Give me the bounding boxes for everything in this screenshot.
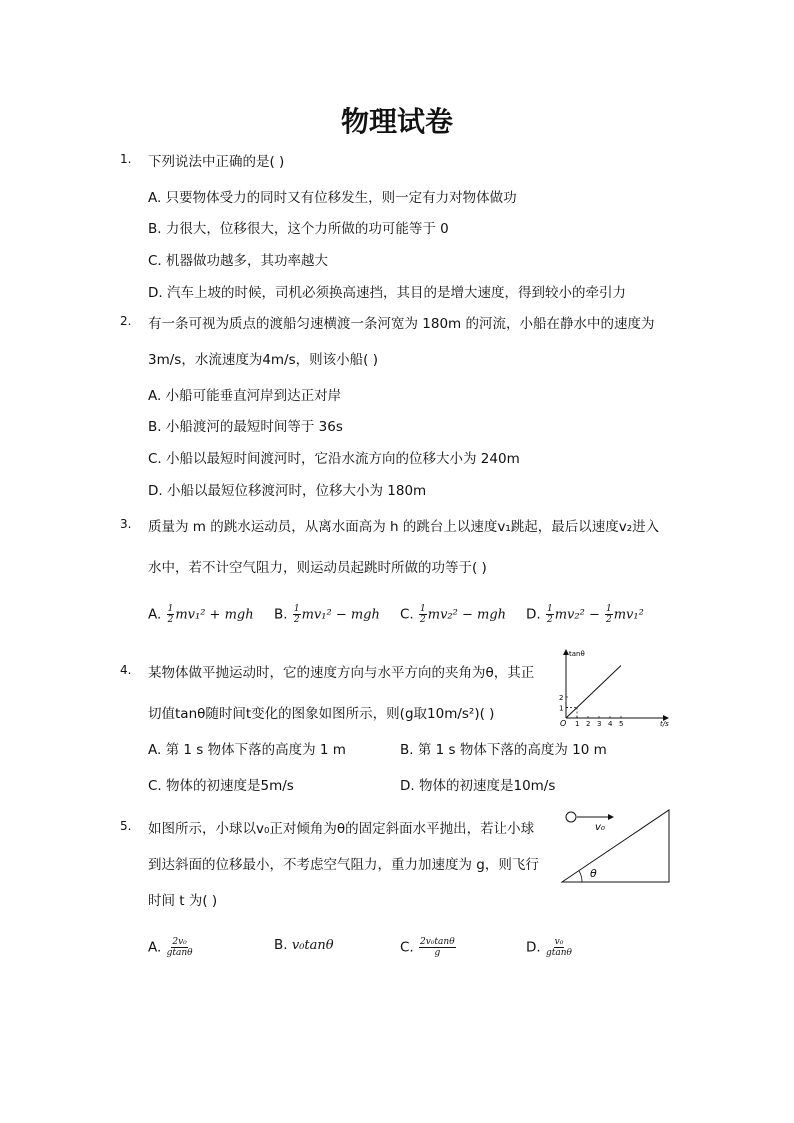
- tan-theta-graph: [555, 646, 675, 728]
- y-tick-label: 1: [559, 704, 564, 713]
- x-tick-label: 5: [619, 720, 624, 728]
- question-1-option-b: B. 力很大，位移很大，这个力所做的功可能等于 0: [148, 221, 449, 237]
- angle-arc: [579, 871, 582, 882]
- question-5-stem-line-1: 如图所示，小球以v₀正对倾角为θ的固定斜面水平抛出，若让小球: [148, 821, 535, 837]
- ball-icon: [566, 812, 576, 822]
- incline-figure: [558, 806, 674, 886]
- question-4-stem-line-1: 某物体做平抛运动时，它的速度方向与水平方向的夹角为θ，其正: [148, 665, 535, 681]
- question-2-stem-line-2: 3m/s，水流速度为4m/s，则该小船( ): [148, 352, 378, 368]
- angle-label: θ: [590, 867, 597, 880]
- question-3-option-d: D. $\frac{1}{2}$ mv₂² − $\frac{1}{2}$ mv₁²: [526, 604, 644, 625]
- fraction: $\frac{1}{2}$: [420, 604, 426, 625]
- question-4-number: 4.: [120, 663, 132, 677]
- question-3-stem-line-2: 水中，若不计空气阻力，则运动员起跳时所做的功等于( ): [148, 560, 487, 576]
- question-4-option-b: B. 第 1 s 物体下落的高度为 10 m: [400, 742, 607, 758]
- page-title: 物理试卷: [340, 105, 453, 138]
- y-tick-label: 2: [559, 694, 564, 702]
- question-5-option-a: A. $\frac{\text{2v₀}}{gtan\theta}$: [148, 937, 193, 958]
- incline-triangle: [562, 810, 669, 882]
- velocity-label: v₀: [595, 822, 605, 833]
- series-line: [566, 666, 621, 719]
- fraction: $\frac{\text{v₀}}{gtan\theta}$: [545, 937, 572, 958]
- x-tick-label: 4: [608, 720, 613, 728]
- fraction: $\frac{\text{2v₀tanθ}}{g}$: [420, 937, 455, 958]
- question-5-option-d: D. $\frac{\text{v₀}}{gtan\theta}$: [526, 937, 572, 958]
- question-2-option-a: A. 小船可能垂直河岸到达正对岸: [148, 388, 342, 404]
- question-5-stem-line-2: 到达斜面的位移最小，不考虑空气阻力，重力加速度为 g，则飞行: [148, 857, 539, 873]
- x-tick-label: 2: [586, 720, 591, 728]
- x-tick-label: 3: [597, 720, 602, 728]
- question-1-stem: 下列说法中正确的是( ): [148, 154, 285, 170]
- question-2-stem-line-1: 有一条可视为质点的渡船匀速横渡一条河宽为 180m 的河流，小船在静水中的速度为: [148, 316, 655, 332]
- origin-label: O: [560, 719, 567, 728]
- fraction: $\frac{1}{2}$: [546, 604, 553, 625]
- question-5-option-b: B. v₀tanθ: [274, 937, 334, 953]
- question-3-number: 3.: [120, 517, 132, 531]
- question-2-number: 2.: [120, 314, 132, 328]
- question-4-stem-line-2: 切值tanθ随时间t变化的图象如图所示，则(g取10m/s²)( ): [148, 706, 495, 722]
- question-2-option-c: C. 小船以最短时间渡河时，它沿水流方向的位移大小为 240m: [148, 451, 520, 467]
- x-tick-label: 1: [575, 720, 580, 728]
- question-3-option-a: A. $\frac{1}{2}$ mv₁² + mgh: [148, 604, 254, 625]
- question-3-option-c: C. $\frac{1}{2}$ mv₂² − mgh: [400, 604, 507, 625]
- question-4-option-d: D. 物体的初速度是10m/s: [400, 778, 556, 794]
- fraction: $\frac{1}{2}$: [293, 604, 300, 625]
- x-axis-label: t/s: [660, 720, 669, 728]
- y-axis-label: tanθ: [569, 650, 585, 658]
- question-1-option-d: D. 汽车上坡的时候，司机必须换高速挡，其目的是增大速度，得到较小的牵引力: [148, 285, 626, 301]
- fraction: $\frac{1}{2}$: [167, 604, 174, 625]
- question-4-option-c: C. 物体的初速度是5m/s: [148, 778, 294, 794]
- question-1-option-c: C. 机器做功越多，其功率越大: [148, 253, 329, 269]
- question-4-option-a: A. 第 1 s 物体下落的高度为 1 m: [148, 742, 346, 758]
- question-2-option-d: D. 小船以最短位移渡河时，位移大小为 180m: [148, 483, 427, 499]
- question-3-option-b: B. $\frac{1}{2}$ mv₁² − mgh: [274, 604, 380, 625]
- question-1-option-a: A. 只要物体受力的同时又有位移发生，则一定有力对物体做功: [148, 190, 517, 206]
- fraction: $\frac{1}{2}$: [605, 604, 612, 625]
- question-5-stem-line-3: 时间 t 为( ): [148, 893, 218, 909]
- fraction: $\frac{\text{2v₀}}{gtan\theta}$: [166, 937, 193, 958]
- question-5-option-c: C. $\frac{\text{2v₀tanθ}}{g}$: [400, 937, 455, 958]
- question-1-number: 1.: [120, 152, 132, 166]
- question-3-stem-line-1: 质量为 m 的跳水运动员，从离水面高为 h 的跳台上以速度v₁跳起，最后以速度v₂进入: [148, 519, 660, 535]
- question-5-number: 5.: [120, 819, 132, 833]
- question-2-option-b: B. 小船渡河的最短时间等于 36s: [148, 419, 343, 435]
